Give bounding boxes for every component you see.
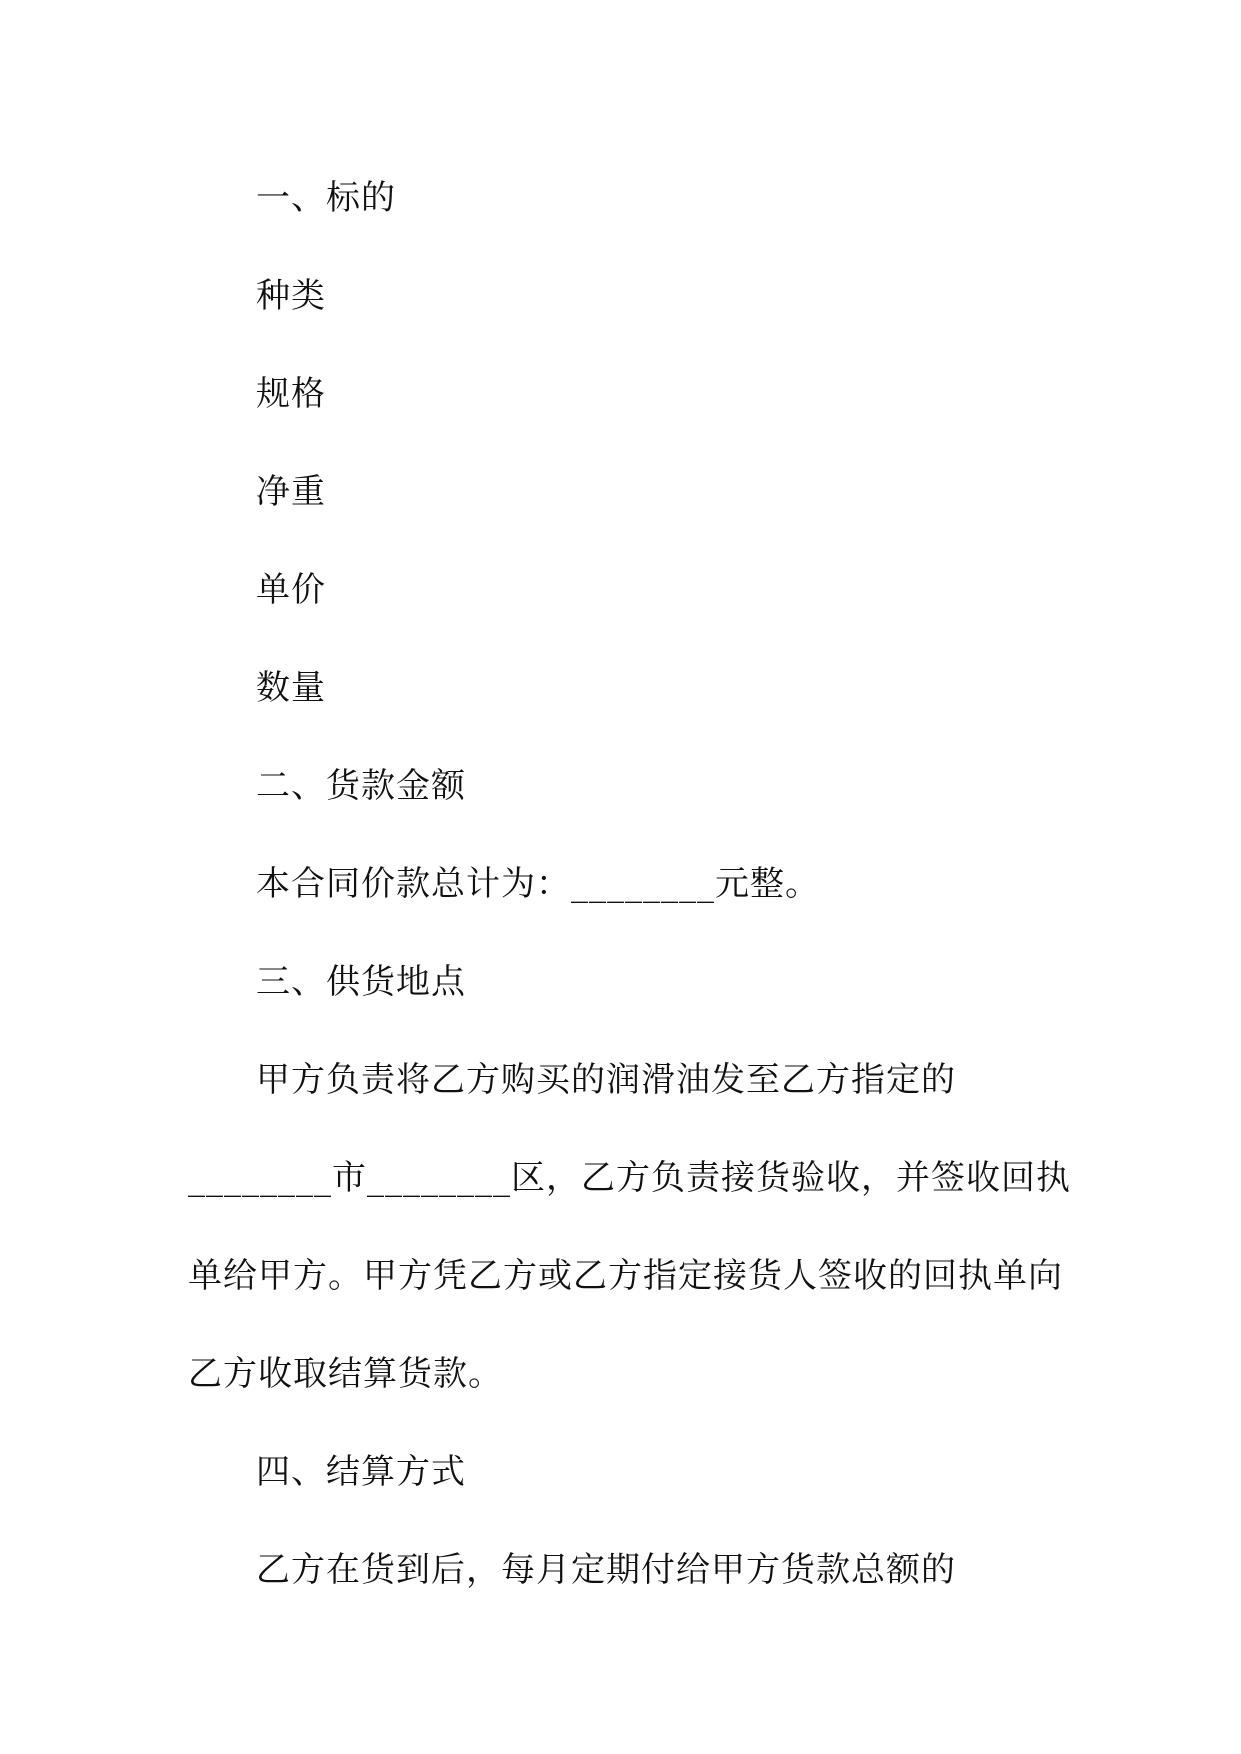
settlement-paragraph-line-1: 乙方在货到后，每月定期付给甲方货款总额的 bbox=[256, 1550, 956, 1590]
contract-total-line: 本合同价款总计为：________元整。 bbox=[256, 864, 820, 904]
delivery-paragraph-line-2: ________市________区，乙方负责接货验收，并签收回执 bbox=[188, 1158, 1071, 1198]
section-heading-payment-amount: 二、货款金额 bbox=[256, 766, 466, 806]
item-net-weight: 净重 bbox=[256, 472, 326, 512]
delivery-paragraph-line-3: 单给甲方。甲方凭乙方或乙方指定接货人签收的回执单向 bbox=[188, 1256, 1063, 1296]
item-quantity: 数量 bbox=[256, 668, 326, 708]
item-unit-price: 单价 bbox=[256, 570, 326, 610]
item-specification: 规格 bbox=[256, 374, 326, 414]
delivery-paragraph-line-1: 甲方负责将乙方购买的润滑油发至乙方指定的 bbox=[256, 1060, 956, 1100]
section-heading-settlement-method: 四、结算方式 bbox=[256, 1452, 466, 1492]
delivery-paragraph-line-4: 乙方收取结算货款。 bbox=[188, 1354, 503, 1394]
item-category: 种类 bbox=[256, 276, 326, 316]
section-heading-delivery-location: 三、供货地点 bbox=[256, 962, 466, 1002]
section-heading-subject: 一、标的 bbox=[256, 178, 396, 218]
